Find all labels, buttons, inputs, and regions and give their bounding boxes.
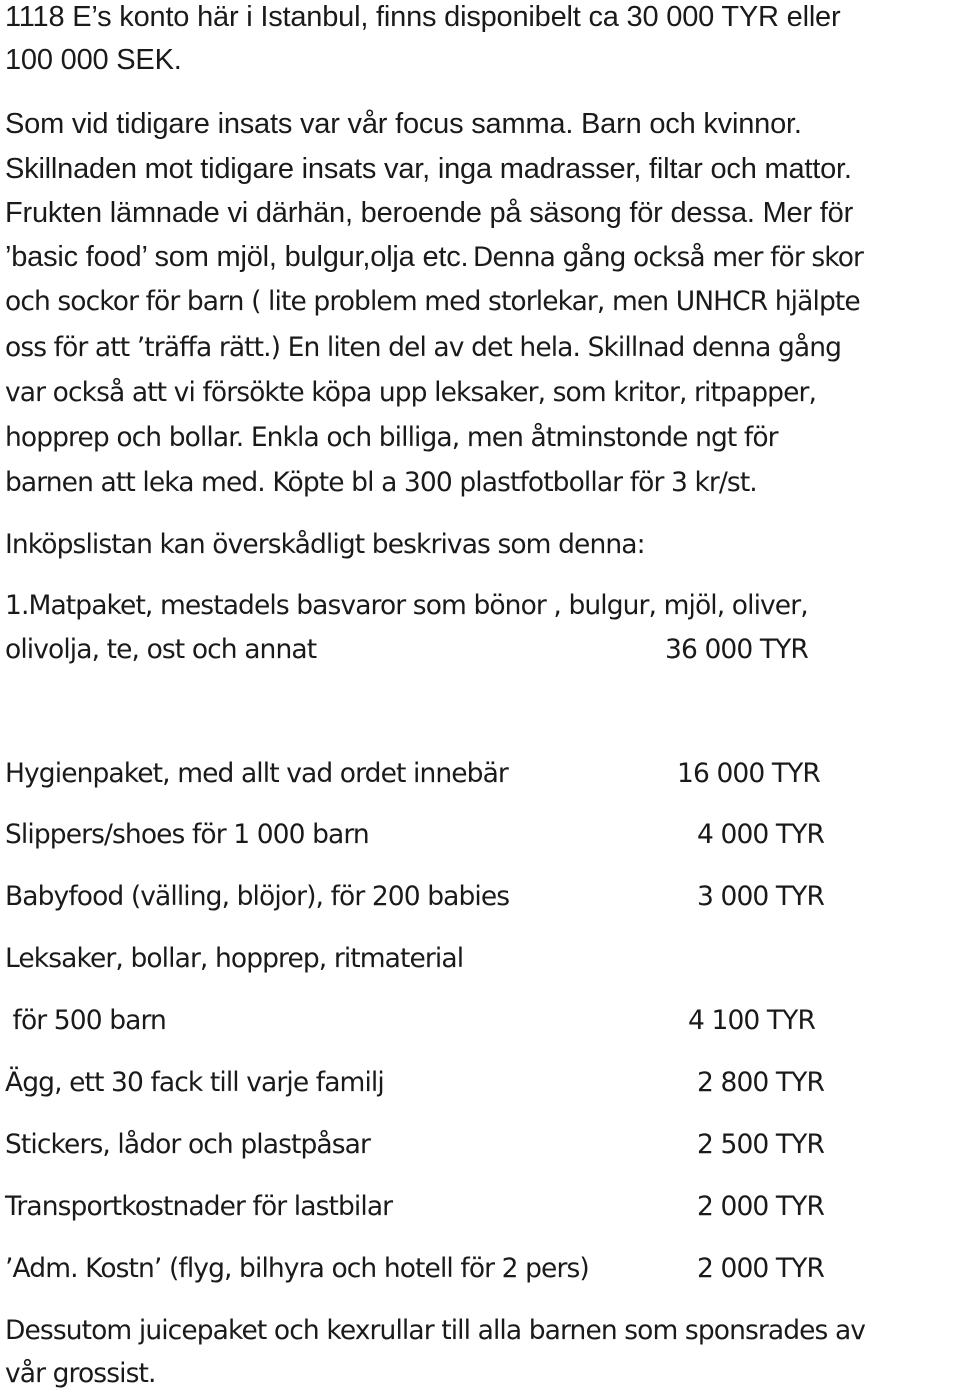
intro-line-6-part-a: ’basic food’ som mjöl, bulgur,olja etc. [5, 241, 469, 273]
footer-line-2: vår grossist. [5, 1358, 156, 1389]
item-label: Stickers, lådor och plastpåsar [5, 1129, 370, 1160]
item-label: ’Adm. Kostn’ (flyg, bilhyra och hotell för 2 pers) [5, 1253, 589, 1284]
intro-line-4: Skillnaden mot tidigare insats var, inga madrasser, filtar och mattor. [5, 153, 852, 185]
item-cost: 2 800 TYR [697, 1067, 824, 1098]
item-cost: 2 000 TYR [697, 1191, 824, 1222]
item-label: Transportkostnader för lastbilar [5, 1191, 393, 1222]
intro-line-10: hopprep och bollar. Enkla och billiga, men åtminstonde ngt för [5, 422, 778, 453]
item-label: Leksaker, bollar, hopprep, ritmaterial [5, 943, 464, 974]
item-cost: 16 000 TYR [677, 758, 820, 789]
intro-line-3: Som vid tidigare insats var vår focus samma. Barn och kvinnor. [5, 108, 802, 140]
item-cost: 3 000 TYR [697, 881, 824, 912]
intro-line-9: var också att vi försökte köpa upp leksaker, som kritor, ritpapper, [5, 377, 817, 408]
item-cost: 2 500 TYR [697, 1129, 824, 1160]
intro-line-2: 100 000 SEK. [5, 44, 182, 76]
first-item-line-2: olivolja, te, ost och annat [5, 634, 317, 665]
intro-line-1: 1118 E’s konto här i Istanbul, finns disponibelt ca 30 000 TYR eller [5, 1, 841, 33]
item-cost: 4 100 TYR [688, 1005, 815, 1036]
item-label: Ägg, ett 30 fack till varje familj [5, 1067, 384, 1098]
intro-line-6-part-b: Denna gång också mer för skor [472, 242, 864, 273]
item-label: Slippers/shoes för 1 000 barn [5, 819, 369, 850]
intro-line-11: barnen att leka med. Köpte bl a 300 plastfotbollar för 3 kr/st. [5, 467, 757, 498]
item-cost: 2 000 TYR [697, 1253, 824, 1284]
item-label: Babyfood (välling, blöjor), för 200 babies [5, 881, 510, 912]
intro-line-5: Frukten lämnade vi därhän, beroende på säsong för dessa. Mer för [5, 197, 854, 229]
intro-line-6 [5, 243, 863, 272]
intro-line-7: och sockor för barn ( lite problem med storlekar, men UNHCR hjälpte [5, 286, 860, 317]
first-item-line-1: 1.Matpaket, mestadels basvaror som bönor , bulgur, mjöl, oliver, [5, 590, 808, 621]
item-cost: 4 000 TYR [697, 819, 824, 850]
intro-line-8: oss för att ’träffa rätt.) En liten del av det hela. Skillnad denna gång [5, 332, 842, 363]
first-item-cost: 36 000 TYR [665, 634, 808, 665]
item-label: för 500 barn [5, 1005, 166, 1036]
list-heading: Inköpslistan kan överskådligt beskrivas som denna: [5, 529, 645, 560]
item-label: Hygienpaket, med allt vad ordet innebär [5, 758, 508, 789]
footer-line-1: Dessutom juicepaket och kexrullar till alla barnen som sponsrades av [5, 1315, 866, 1346]
